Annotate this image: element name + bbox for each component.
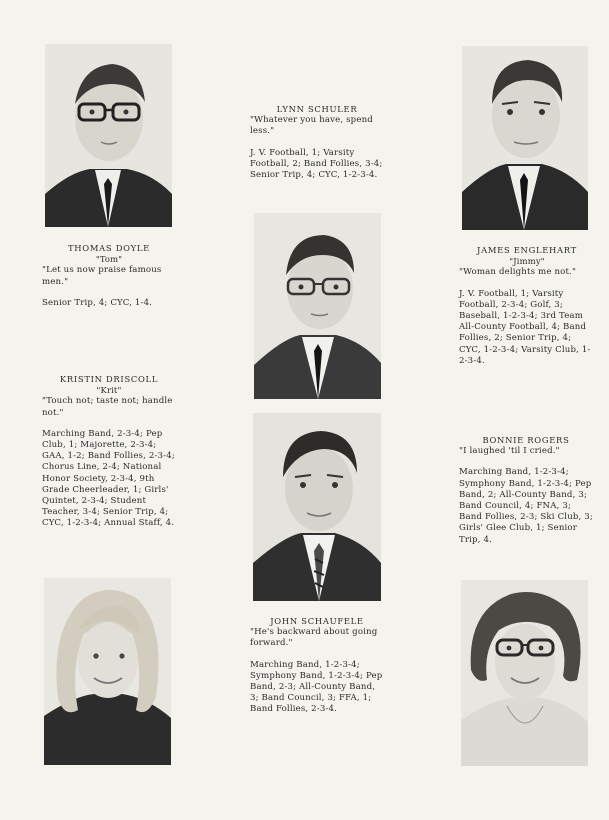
entry-john-schaufele xyxy=(250,616,384,716)
student-nickname: "Krit" xyxy=(96,385,122,396)
photo-kristin-driscoll xyxy=(44,578,171,765)
entry-bonnie-rogers xyxy=(459,435,593,546)
student-quote: "Touch not; taste not; handle not." xyxy=(42,396,173,418)
student-name: JAMES ENGLEHART xyxy=(477,245,577,255)
student-activities: J. V. Football, 1; Varsity Football, 2-3-4; Golf, 3; Baseball, 1-2-3-4; 3rd Team All-County Football, 4; Band Follies, 2; Senior Trip, 4; CYC, 1-2-3-4; Varsity Club, 1-2-3-4. xyxy=(459,288,591,366)
student-name: THOMAS DOYLE xyxy=(68,243,150,253)
photo-lynn-schuler xyxy=(254,213,381,399)
student-activities: Marching Band, 1-2-3-4; Symphony Band, 1-2-3-4; Pep Band, 2; All-County Band, 3; Band Council, 4; FNA, 3; Band Follies, 2-3; Ski Club, 3; Girls' Glee Club, 1; Senior Trip, 4. xyxy=(459,467,593,545)
student-quote: "Whatever you have, spend less." xyxy=(250,115,373,137)
photo-james-englehart xyxy=(462,46,588,230)
photo-thomas-doyle xyxy=(45,44,172,227)
photo-john-schaufele xyxy=(253,413,381,601)
student-activities: Marching Band, 2-3-4; Pep Club, 1; Majorette, 2-3-4; GAA, 1-2; Band Follies, 2-3-4; Chorus Line, 2-4; National Honor Society, 2-3-4, 9th Grade Cheerleader, 1; Girls' Quintet, 2-3-4; Student Teacher, 3-4; Senior Trip, 4; CYC, 1-2-3-4; Annual Staff, 4. xyxy=(42,428,175,529)
student-quote: "I laughed 'til I cried." xyxy=(459,446,560,457)
student-quote: "He's backward about going forward." xyxy=(250,627,378,649)
student-nickname: "Tom" xyxy=(95,254,123,265)
entry-kristin-driscoll xyxy=(42,374,176,530)
student-nickname: "Jimmy" xyxy=(509,256,545,267)
photo-bonnie-rogers xyxy=(461,580,588,766)
student-name: JOHN SCHAUFELE xyxy=(270,616,364,626)
student-activities: Senior Trip, 4; CYC, 1-4. xyxy=(42,297,153,308)
student-activities: J. V. Football, 1; Varsity Football, 2; Band Follies, 3-4; Senior Trip, 4; CYC, 1-2-3-4. xyxy=(250,147,383,181)
student-quote: "Let us now praise famous men." xyxy=(42,265,162,287)
student-name: LYNN SCHULER xyxy=(276,104,358,114)
student-quote: "Woman delights me not." xyxy=(459,267,577,278)
entry-lynn-schuler xyxy=(250,104,384,181)
student-name: BONNIE ROGERS xyxy=(482,435,570,445)
entry-james-englehart xyxy=(459,245,595,367)
entry-thomas-doyle xyxy=(42,243,176,309)
student-activities: Marching Band, 1-2-3-4; Symphony Band, 1-2-3-4; Pep Band, 2-3; All-County Band, 3; Band Council, 3; FFA, 1; Band Follies, 2-3-4. xyxy=(250,659,383,715)
student-name: KRISTIN DRISCOLL xyxy=(59,374,159,384)
